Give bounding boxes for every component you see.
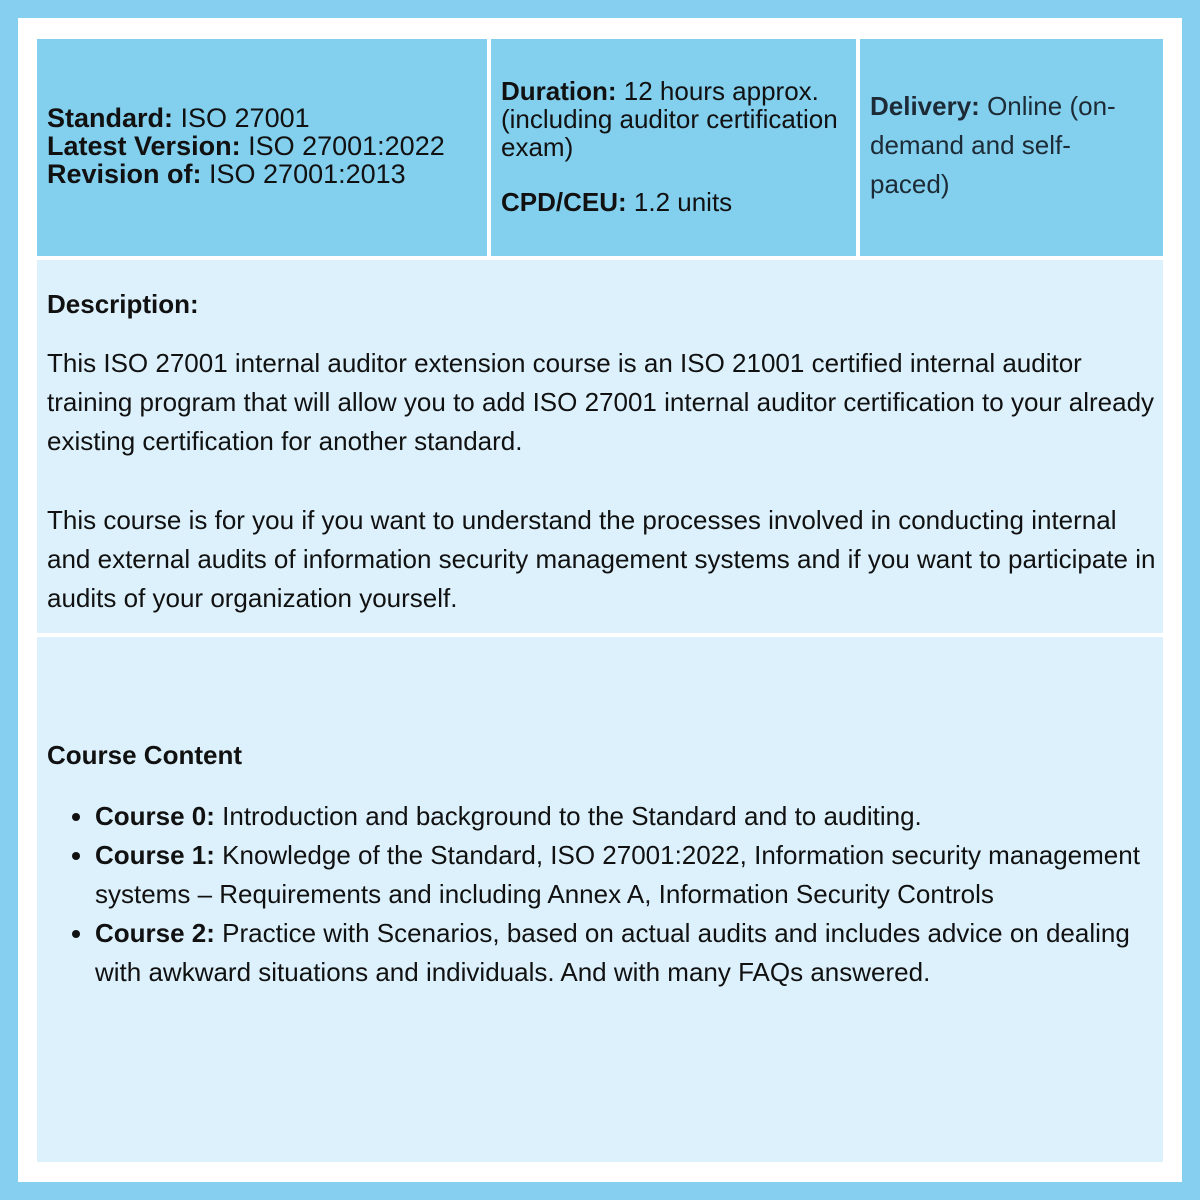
cpd-info [501,188,732,216]
course-item-text: Introduction and background to the Standard and to auditing. [214,801,922,831]
course-item-1 [95,836,1157,914]
course-item-label: Course 0: [95,801,215,831]
duration-info [501,77,851,161]
revision-value: ISO 27001:2013 [201,159,406,189]
course-item-label: Course 2: [95,918,215,948]
latest-version-value: ISO 27001:2022 [240,131,445,161]
delivery-cell [860,39,1163,256]
cpd-value: 1.2 units [626,187,733,217]
standard-label: Standard: [47,103,174,133]
duration-cell [491,39,856,256]
course-item-0 [95,797,1157,836]
standard-cell [37,39,487,256]
revision-label: Revision of: [47,159,202,189]
course-item-label: Course 1: [95,840,215,870]
course-info-card [18,18,1182,1182]
standard-line [47,104,445,132]
course-list [47,797,1157,992]
description-paragraph-2: This course is for you if you want to understand the processes involved in conducting internal and external audits of information security management systems and if you want to participate in audits of your organization yourself. [47,505,1156,613]
course-content-title: Course Content [47,740,242,770]
standard-value: ISO 27001 [173,103,310,133]
standard-info [47,104,445,188]
delivery-info [870,87,1150,204]
revision-line [47,160,445,188]
description-section [37,260,1163,633]
description-title: Description: [47,289,199,319]
latest-version-label: Latest Version: [47,131,241,161]
delivery-value: Online (on-demand and self-paced) [870,91,1116,199]
duration-label: Duration: [501,76,617,106]
course-item-text: Knowledge of the Standard, ISO 27001:2022, Information security management systems – Requirements and including Annex A, Information Security Controls [95,840,1140,909]
description-paragraph-1: This ISO 27001 internal auditor extension course is an ISO 21001 certified internal auditor training program that will allow you to add ISO 27001 internal auditor certification to your already existing certification for another standard. [47,348,1155,456]
latest-version-line [47,132,445,160]
cpd-label: CPD/CEU: [501,187,627,217]
course-item-text: Practice with Scenarios, based on actual audits and includes advice on dealing with awkward situations and individuals. And with many FAQs answered. [95,918,1130,987]
course-content-section [37,637,1163,1162]
delivery-label: Delivery: [870,91,980,121]
duration-value: 12 hours approx. (including auditor certification exam) [501,76,838,162]
course-item-2 [95,914,1157,992]
